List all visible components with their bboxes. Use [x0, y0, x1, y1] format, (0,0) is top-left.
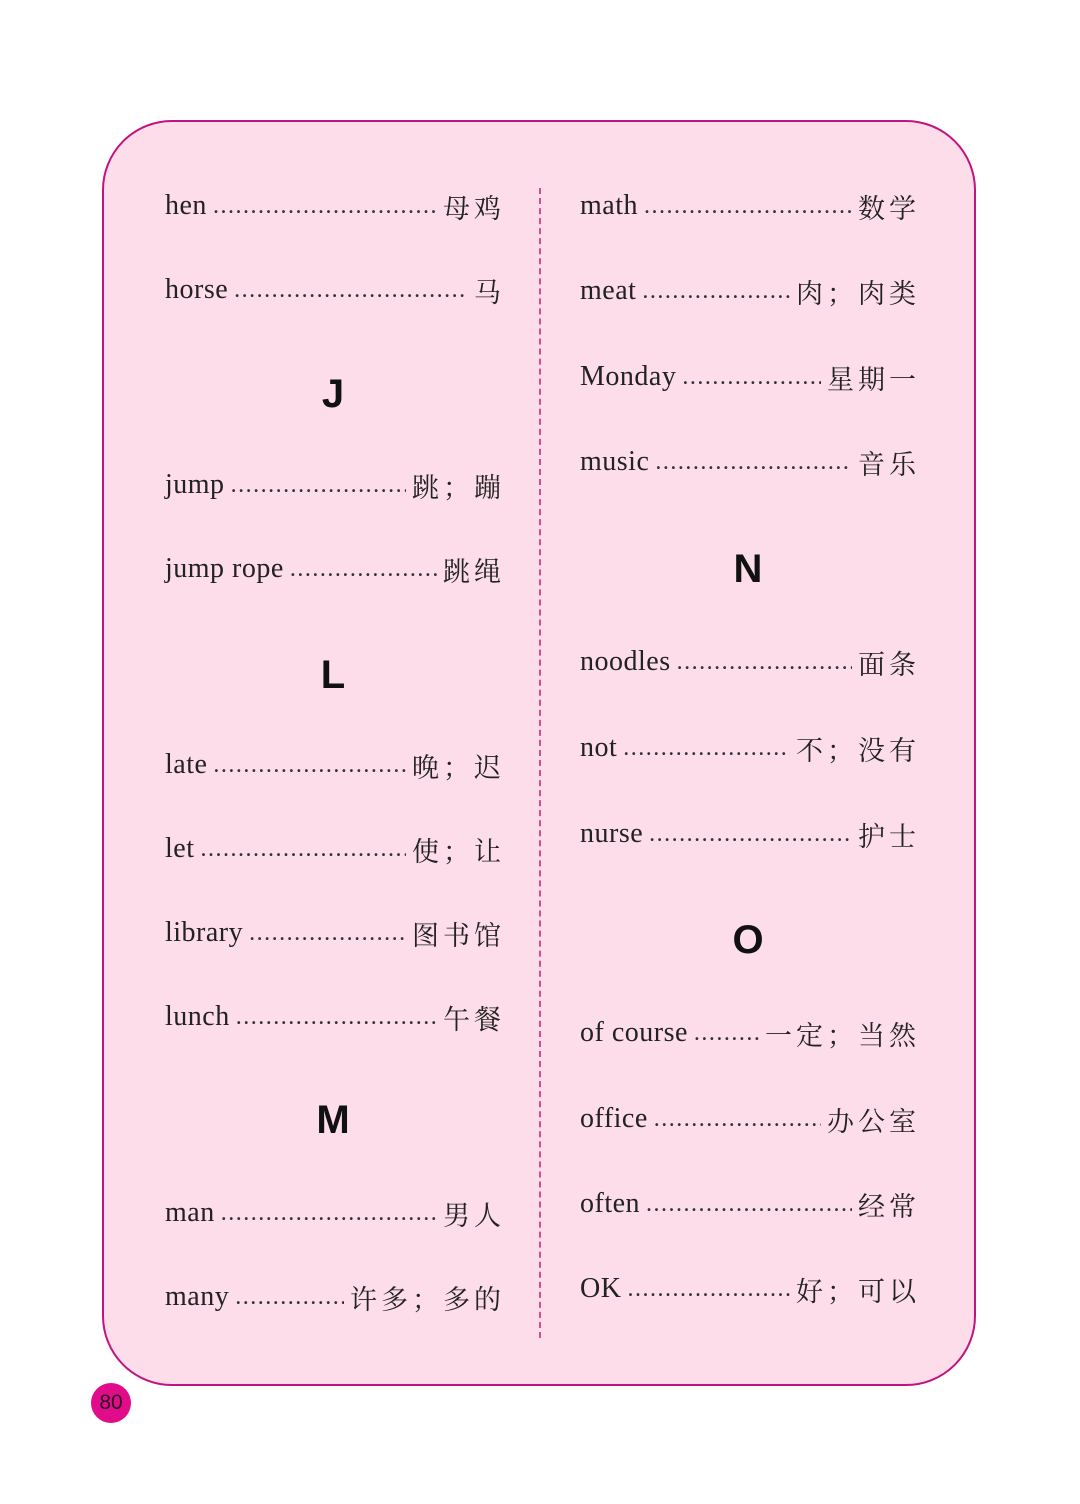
dot-leader — [682, 357, 821, 397]
entry-translation: 午餐 — [443, 1004, 505, 1036]
entry-word: nurse — [580, 818, 644, 849]
entry-word: hen — [165, 190, 207, 221]
dot-leader — [249, 913, 406, 953]
dot-leader — [644, 186, 852, 226]
entry-word: late — [165, 749, 208, 780]
entry-translation: 面条 — [858, 649, 920, 681]
entry-translation: 星期一 — [827, 364, 920, 396]
entry-word: meat — [580, 275, 637, 306]
dot-leader — [213, 186, 437, 226]
entry-word: office — [580, 1103, 648, 1134]
entry-translation: 母鸡 — [443, 193, 505, 225]
entry-word: math — [580, 190, 638, 221]
entry-word: lunch — [165, 1001, 230, 1032]
dot-leader — [642, 271, 790, 311]
vocab-entry — [580, 1013, 920, 1053]
entry-translation: 一定；当然 — [765, 1020, 920, 1052]
dot-leader — [221, 1193, 437, 1233]
dot-leader — [655, 442, 852, 482]
entry-word: of course — [580, 1017, 688, 1048]
section-letter-o: O — [732, 918, 764, 962]
vocab-entry — [580, 186, 920, 226]
entry-translation: 男人 — [443, 1200, 505, 1232]
vocab-entry — [580, 1269, 920, 1309]
vocab-entry — [165, 829, 505, 869]
entry-translation: 晚；迟 — [412, 752, 505, 784]
dot-leader — [623, 728, 790, 768]
dot-leader — [213, 745, 406, 785]
entry-translation: 护士 — [858, 821, 920, 853]
entry-word: jump rope — [165, 553, 284, 584]
entry-translation: 经常 — [858, 1191, 920, 1223]
vocab-entry — [165, 745, 505, 785]
dot-leader — [649, 814, 852, 854]
entry-translation: 马 — [474, 277, 505, 309]
entry-translation: 图书馆 — [412, 920, 505, 952]
entry-word: jump — [165, 469, 225, 500]
page-number-badge: 80 — [91, 1383, 131, 1423]
entry-translation: 跳绳 — [443, 556, 505, 588]
entry-translation: 使；让 — [412, 836, 505, 868]
section-letter-j: J — [321, 372, 345, 416]
vocab-entry — [165, 270, 505, 310]
entry-word: horse — [165, 274, 229, 305]
column-divider — [539, 188, 541, 1338]
entry-translation: 跳；蹦 — [412, 472, 505, 504]
entry-translation: 不；没有 — [796, 735, 920, 767]
vocab-entry — [580, 814, 920, 854]
vocab-entry — [165, 1193, 505, 1233]
entry-translation: 肉；肉类 — [796, 278, 920, 310]
vocab-entry — [165, 913, 505, 953]
entry-word: man — [165, 1197, 215, 1228]
entry-word: let — [165, 833, 195, 864]
section-letter-l: L — [320, 653, 346, 697]
dot-leader — [627, 1269, 790, 1309]
entry-word: many — [165, 1281, 230, 1312]
vocab-entry — [580, 1184, 920, 1224]
vocab-entry — [165, 186, 505, 226]
entry-word: often — [580, 1188, 641, 1219]
dot-leader — [201, 829, 407, 869]
section-letter-n: N — [733, 547, 763, 591]
entry-translation: 办公室 — [827, 1106, 920, 1138]
vocab-entry — [580, 1099, 920, 1139]
vocab-entry — [165, 997, 505, 1037]
dot-leader — [231, 465, 406, 505]
dot-leader — [235, 1277, 344, 1317]
entry-translation: 好；可以 — [796, 1276, 920, 1308]
vocab-entry — [165, 1277, 505, 1317]
dot-leader — [234, 270, 468, 310]
section-letter-m: M — [316, 1098, 350, 1142]
vocab-entry — [580, 271, 920, 311]
entry-word: music — [580, 446, 650, 477]
dot-leader — [654, 1099, 821, 1139]
entry-translation: 数学 — [858, 193, 920, 225]
vocab-entry — [165, 465, 505, 505]
entry-word: library — [165, 917, 244, 948]
vocab-entry — [580, 728, 920, 768]
dot-leader — [694, 1013, 759, 1053]
dot-leader — [677, 642, 852, 682]
vocab-entry — [165, 549, 505, 589]
entry-translation: 音乐 — [858, 449, 920, 481]
vocab-entry — [580, 642, 920, 682]
entry-word: OK — [580, 1273, 622, 1304]
entry-translation: 许多；多的 — [350, 1284, 505, 1316]
entry-word: noodles — [580, 646, 671, 677]
dot-leader — [290, 549, 437, 589]
vocab-entry — [580, 357, 920, 397]
entry-word: not — [580, 732, 618, 763]
entry-word: Monday — [580, 361, 677, 392]
vocab-entry — [580, 442, 920, 482]
dot-leader — [236, 997, 437, 1037]
dot-leader — [646, 1184, 852, 1224]
